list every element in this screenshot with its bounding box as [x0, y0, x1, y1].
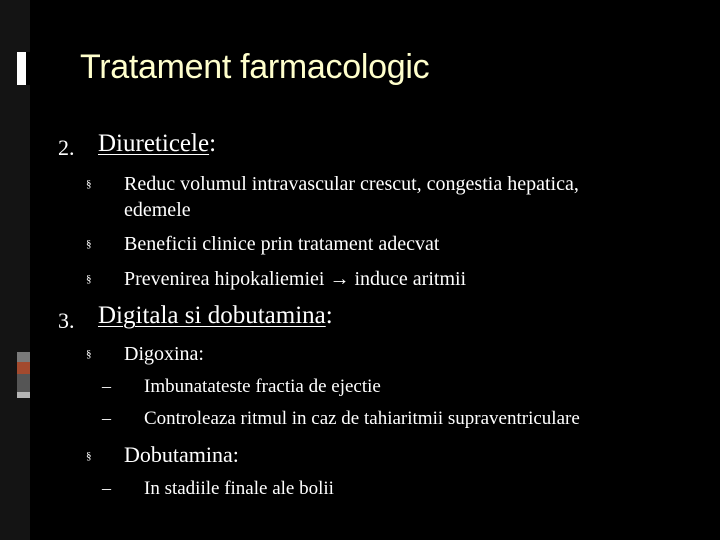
bullet-marker: §	[86, 348, 92, 360]
section-heading-colon: :	[325, 302, 333, 329]
dash-marker: –	[102, 376, 111, 396]
slide-title: Tratament farmacologic	[80, 48, 430, 86]
sub-bullet-text: In stadiile finale ale bolii	[144, 478, 334, 499]
dash-marker: –	[102, 408, 111, 428]
bullet-marker: §	[86, 273, 92, 285]
bullet-text: Beneficii clinice prin tratament adecvat	[124, 233, 440, 255]
section-heading	[98, 130, 216, 158]
bullet-text-line2: edemele	[124, 199, 191, 221]
sub-bullet-text: Controleaza ritmul in caz de tahiaritmii supraventriculare	[144, 408, 580, 429]
section-heading-text: Digitala si dobutamina	[98, 302, 326, 329]
accent-block-light	[17, 392, 30, 398]
bullet-text: Prevenirea hipokaliemiei → induce aritmii	[124, 268, 467, 290]
accent-block-red	[17, 362, 30, 374]
section-heading	[98, 302, 333, 330]
bullet-marker: §	[86, 238, 92, 250]
bullet-text-line1: Reduc volumul intravascular crescut, congestia hepatica,	[124, 173, 579, 195]
sub-bullet-text: Imbunatateste fractia de ejectie	[144, 376, 381, 397]
bullet-text: Digoxina:	[124, 343, 204, 365]
bullet-marker: §	[86, 450, 92, 462]
section-heading-colon: :	[209, 130, 217, 157]
section-heading-text: Diureticele	[98, 130, 210, 157]
dash-marker: –	[102, 478, 111, 498]
accent-block-grey	[17, 352, 30, 362]
section-number: 3.	[58, 308, 75, 333]
bullet-marker: §	[86, 178, 92, 190]
section-number: 2.	[58, 135, 75, 160]
bullet-text: Dobutamina:	[124, 442, 239, 467]
accent-block-dark	[17, 374, 30, 392]
title-accent-bar	[17, 52, 30, 85]
